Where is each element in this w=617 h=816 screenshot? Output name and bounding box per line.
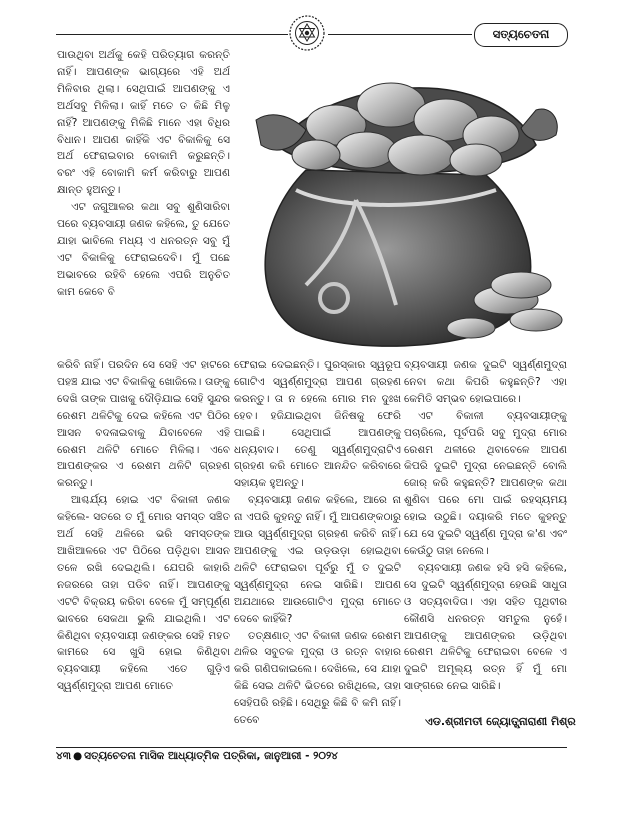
header-rule-right [328,34,472,35]
paragraph: କରିବି ନାହିଁ। ପରଦିନ ସେ ସେହି ଏଟ ହାଟରେ ପହଞ୍ଚ ଯାଇ ଏଟ ବିକାଳିକୁ ଖୋଜିଲେ। ତାଙ୍କୁ ଦେଖି ତାଙ୍କ ପାଖକୁ ଦୌଡ଼ିଯାଇ ସେହି ସୁନ୍ଦର ରେଶମ ଥଳିଟିକୁ ଦେଇ କହିଲେ ଏଟ ପିଠିର ଆସନ ବଦଳାଇବାକୁ ଯିବାବେଳେ ଏହି ରେଶମ ଥଳିଟି ମୋତେ ମିଳିଲା। ଏବେ ଆପଣଙ୍କର ଏ ରେଶମ ଥଳିଟି ଗ୍ରହଣ କରନ୍ତୁ। [57,359,230,490]
text-column-2 [234,357,401,742]
paragraph: ଆଶ୍ଚର୍ଯ୍ୟ ହୋଇ ଏଟ ବିକାଳୀ ଜଣକ କହିଲେ- ସତରେ ତ ମୁଁ ମୋର ସମସ୍ତ ସଞ୍ଚିତ ଅର୍ଥ ସେହି ଥଳିରେ ଭରି ସମସ୍ତଙ୍କ ଆଖିଆଳରେ ଏଟ ପିଠିରେ ପଡ଼ିଥିବା ଆସନ ତଳେ ରଖି ଦେଇଥିଲି। ଯେପରି କାହାରି ନଜରରେ ତାହା ପଡିବ ନାହିଁ। ଆପଣଙ୍କୁ ଏଟଟି ବିକ୍ରୟ କରିବା ବେଳେ ମୁଁ ସମ୍ପୂର୍ଣ୍ଣ ଭାବରେ ସେକଥା ଭୁଲି ଯାଇଥିଲି। ଏଟ କିଣିଥିବା ବ୍ୟବସାୟୀ ଜଣଙ୍କର ସେହି ମହତ କାମରେ ସେ ଖୁସି ହୋଇ କିଣିଥିବା ବ୍ୟବସାୟୀ କହିଲେ ଏତେ ଗୁଡ଼ିଏ ସ୍ୱର୍ଣ୍ଣମୁଦ୍ରା ଆପଣ ମୋତେ [57,494,230,693]
paragraph: ପାଉଥିବା ଅର୍ଥକୁ କେହି ପରିତ୍ୟାଗ କରନ୍ତି ନାହିଁ। ଆପଣଙ୍କ ଭାଗ୍ୟରେ ଏହି ଅର୍ଥ ମିଳିବାର ଥିଲା। ସେଥିପାଇଁ ଆପଣଙ୍କୁ ଏ ଅର୍ଥସବୁ ମିଳିଲା। କାହିଁ ମତେ ତ କିଛି ମିଳୁ ନାହିଁ? ଆପଣଙ୍କୁ ମିଳିଛି ମାନେ ଏହା ବିଧିର ବିଧାନ। ଆପଣ କାହିଁକି ଏଟ ବିକାଳିକୁ ସେ ଅର୍ଥ ଫେରାଇବାର ବୋକାମି କରୁଛନ୍ତି। ବରଂ ଏହି ବୋକାମି କର୍ମ କରିବାରୁ ଆପଣ କ୍ଷାନ୍ତ ହୁଅନ୍ତୁ। [57,49,230,197]
footer-rule [56,747,567,748]
paragraph: ଫେରାଇ ଦେଇଛନ୍ତି। ପୁରସ୍କାର ସ୍ୱରୂପ ଗୋଟିଏ ସ୍ୱର୍ଣ୍ଣମୁଦ୍ରା ଆପଣ ଗ୍ରହଣ କରନ୍ତୁ। ତା ନ ହେଲେ ମୋର ମନ ଦୁଃଖ ହେବ। ହଜିଯାଇଥିବା ଜିନିଷକୁ ଫେରି ପାଇଛି। ସେଥିପାଇଁ ଆପଣଙ୍କୁ ଧନ୍ୟବାଦ। ତେଣୁ ସ୍ୱର୍ଣ୍ଣମୁଦ୍ରାଟିଏ ଗ୍ରହଣ କରି ମୋତେ ଆନନ୍ଦିତ କରିବାରେ ସହାୟକ ହୁଅନ୍ତୁ। [234,359,401,490]
text-column-1-top [57,47,230,356]
bullet-icon: ● [72,750,83,762]
footer [56,750,356,766]
author-byline: ଏଡ.ଶ୍ରୀମତୀ ଜ୍ୟୋତ୍ସ୍ନାରାଣୀ ମିଶ୍ର [425,715,576,728]
paragraph: ବ୍ୟବସାୟୀ ଜଣକ ଦୁଇଟି ସ୍ୱର୍ଣ୍ଣମୁଦ୍ରା ନେବା କଥା କିପରି କହୁଛନ୍ତି? ଏହା କେମିତି ସମ୍ଭବ ହୋଇପାରେ। [404,359,567,405]
paragraph: ବ୍ୟବସାୟୀ ଜଣକ କହିଲେ, ଆରେ ନା ନା ଏପରି କୁହନ୍ତୁ ନାହିଁ। ମୁଁ ଆପଣଙ୍କଠାରୁ ଆଉ ସ୍ୱର୍ଣ୍ଣମୁଦ୍ରା ଗ୍ରହଣ କରିବି ନାହିଁ। ଆପଣଙ୍କୁ ଏଇ ଉଡ଼ଉଡ଼ା ହୋଇଥିବା ଥଳିଟି ଫେରାଇବା ପୂର୍ବରୁ ମୁଁ ତ ଦୁଇଟି ସ୍ୱର୍ଣ୍ଣମୁଦ୍ରା ନେଇ ସାରିଛି। ଆପଣ ଅଯଥାରେ ଆଉଗୋଟିଏ ମୁଦ୍ରା ମୋତେ ଦେବେ କାହିଁକି? [234,494,401,625]
text-column-3 [404,357,576,742]
emblem-icon [288,14,326,52]
magazine-brand-badge: ସତ୍ୟଚେତନା [474,23,568,47]
paragraph: ବ୍ୟବସାୟୀ ଜଣକ ହସି ହସି କହିଲେ, ସେ ଦୁଇଟି ସ୍ୱର୍ଣ୍ଣମୁଦ୍ରା ହେଉଛି ସାଧୁତା ଓ ସତ୍ୟବାଦିତା। ଏହା ସହିତ ପୃଥିବୀର କୌଣସି ଧନରତ୍ନ ସମତୁଲ ନୁହେଁ। ଆପଣଙ୍କୁ ଆପଣଙ୍କର ଉଡ଼ିଥିବା ରେଶମ ଥଳିଟିକୁ ଫେରାଇବା ବେଳେ ଏ ଦୁଇଟି ଅମୂଲ୍ୟ ରତ୍ନ ହିଁ ମୁଁ ମୋ ସାଙ୍ଗରେ ନେଇ ସାରିଛି। [404,561,567,693]
paragraph: ଏଟ ଜଗୁଆଳର କଥା ସବୁ ଶୁଣିସାରିବା ପରେ ବ୍ୟବସାୟୀ ଜଣକ କହିଲେ, ତୁ ଯେତେ ଯାହା ଭାବିଲେ ମଧ୍ୟ ଏ ଧନରତ୍ନ ସବୁ ମୁଁ ଏଟ ବିକାଳିକୁ ଫେରାଇଦେବି। ମୁଁ ପଛେ ଅଭାବରେ ରହିବି ହେଲେ ଏପରି ଅନୁଚିତ କାମ କେବେ ବି [57,201,230,298]
text-column-1-bottom [57,357,230,742]
footer-publication: ସତ୍ୟଚେତନା ମାସିକ ଆଧ୍ୟାତ୍ମିକ ପତ୍ରିକା, ଜାନୁଆରୀ - ୨୦୨୪ [84,750,338,762]
paragraph: ତତ୍‌କ୍ଷଣାତ୍ ଏଟ ବିକାଳୀ ଜଣକ ରେଶମ ଥଳିର ସବୁତକ ମୁଦ୍ରା ଓ ରତ୍ନ ବାହାର କରି ଗଣିପକାଇଲେ। ଦେଖିଲେ, ସେ ଯାହା କିଛି ସେଇ ଥଳିଟି ଭିତରେ ରଖିଥିଲେ, ତାହା ସେହିପରି ରହିଛି। ସେଥିରୁ କିଛି ବି କମି ନାହିଁ। ତେବେ [234,629,401,727]
page-number: ୪୩ [56,750,71,762]
header-rule-left [56,34,288,35]
paragraph: ଏଟ ବିକାଳୀ ବ୍ୟବସାୟୀଙ୍କୁ ପଚାରିଲେ, ପୂର୍ବପରି ସବୁ ମୁଦ୍ରା ମୋର ରେଶମ ଥଳୀରେ ଥିବାବେଳେ ଆପଣ କିପରି ଦୁଇଟି ମୁଦ୍ରା ନେଇଛନ୍ତି ବୋଲି ଜୋର୍ କରି କହୁଛନ୍ତି? ଆପଣଙ୍କ କଥା ଶୁଣିବା ପରେ ମୋ ପାଇଁ ରହସ୍ୟମୟ ହୋଇ ଉଠୁଛି। ଦୟାକରି ମତେ କୁହନ୍ତୁ ଯେ ସେ ଦୁଇଟି ସ୍ୱର୍ଣ୍ଣ ମୁଦ୍ରା କ'ଣ ଏବଂ କେଉଁଠୁ ତାହା ନେଲେ। [404,409,567,557]
coin-bag-illustration [236,50,566,348]
